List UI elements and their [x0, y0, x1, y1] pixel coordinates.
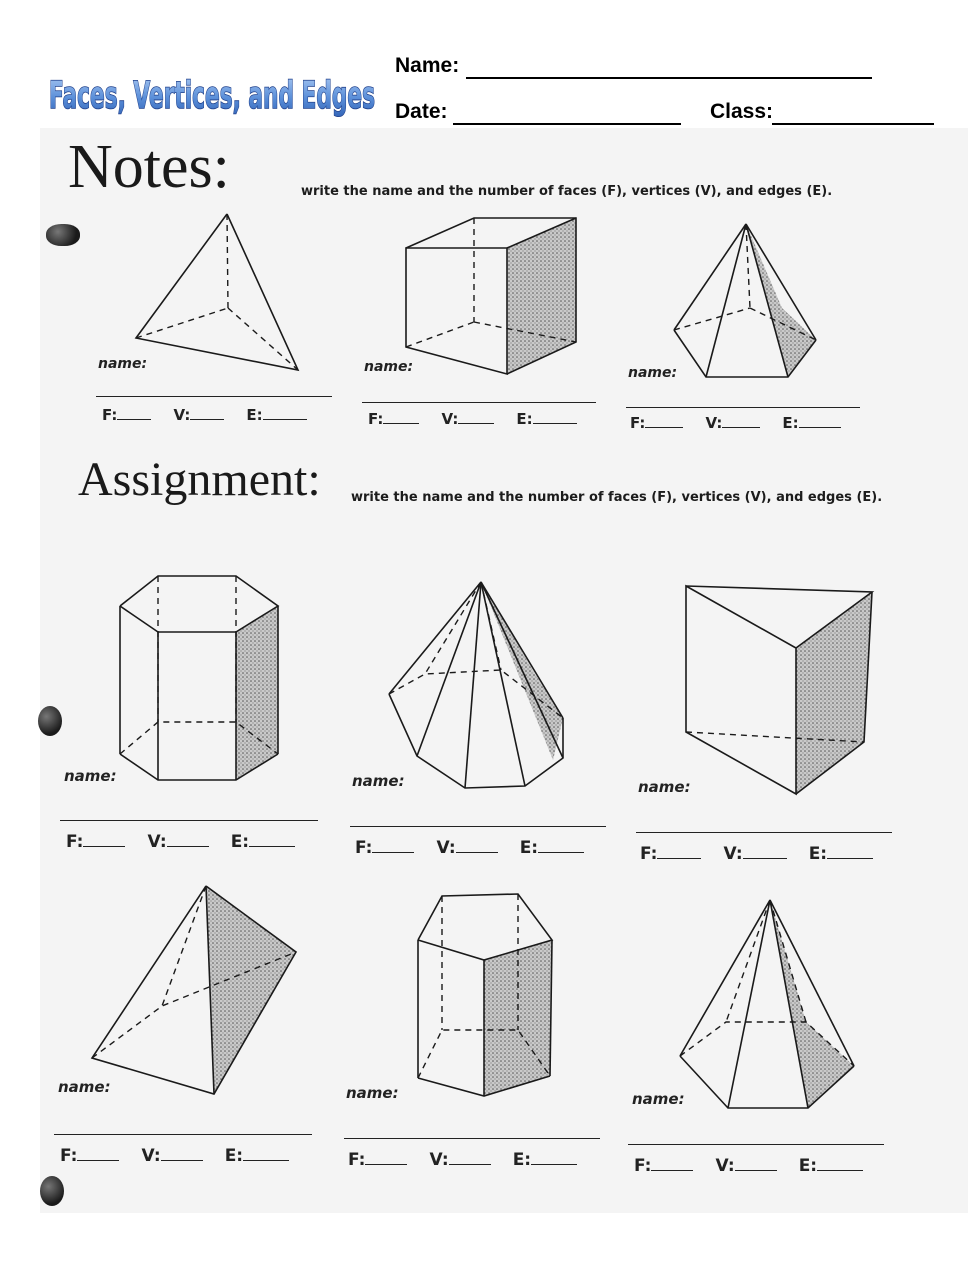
class-field[interactable]: [772, 123, 934, 125]
faces-label: F:: [630, 414, 646, 432]
title-text: Faces, Vertices, and Edges: [49, 74, 375, 117]
faces-blank[interactable]: [83, 844, 125, 847]
name-label: name:: [58, 1078, 111, 1096]
vertices-label: V:: [723, 844, 743, 864]
faces-label: F:: [66, 832, 84, 852]
edges-blank[interactable]: [533, 421, 577, 424]
vertices-label: V:: [141, 1146, 161, 1166]
edges-label: E:: [512, 1150, 532, 1170]
name-label: name:: [98, 356, 148, 372]
triangular-pyramid-figure: [130, 208, 310, 378]
name-answer-line[interactable]: [344, 1138, 600, 1139]
binder-hole-icon: [46, 224, 80, 246]
faces-label: F:: [102, 406, 118, 424]
vertices-label: V:: [436, 838, 456, 858]
name-field[interactable]: [466, 77, 872, 79]
faces-label: F:: [634, 1156, 652, 1176]
hexagonal-pyramid-figure: [676, 896, 861, 1111]
triangular-prism-figure: [680, 582, 880, 802]
vertices-label: V:: [715, 1156, 735, 1176]
name-label: name:: [346, 1084, 399, 1102]
vertices-label: V:: [147, 832, 167, 852]
square-pyramid-figure: [88, 882, 303, 1097]
vertices-label: V:: [429, 1150, 449, 1170]
fve-answer-row: [66, 832, 317, 852]
edges-blank[interactable]: [827, 856, 873, 859]
edges-label: E:: [224, 1146, 244, 1166]
heptagonal-pyramid-figure: [385, 578, 570, 793]
name-label: name:: [628, 365, 678, 381]
faces-blank[interactable]: [372, 850, 414, 853]
edges-label: E:: [808, 844, 828, 864]
name-answer-line[interactable]: [60, 820, 318, 821]
name-answer-line[interactable]: [626, 407, 860, 408]
name-answer-line[interactable]: [96, 396, 332, 397]
faces-blank[interactable]: [365, 1162, 407, 1165]
edges-label: E:: [798, 1156, 818, 1176]
edges-blank[interactable]: [531, 1162, 577, 1165]
vertices-label: V:: [705, 414, 723, 432]
edges-blank[interactable]: [538, 850, 584, 853]
edges-blank[interactable]: [817, 1168, 863, 1171]
name-answer-line[interactable]: [628, 1144, 884, 1145]
binder-hole-icon: [38, 706, 62, 736]
faces-blank[interactable]: [383, 421, 419, 424]
fve-answer-row: [102, 406, 329, 424]
vertices-blank[interactable]: [456, 850, 498, 853]
vertices-blank[interactable]: [167, 844, 209, 847]
vertices-label: V:: [441, 410, 459, 428]
fve-answer-row: [630, 414, 863, 432]
edges-label: E:: [782, 414, 799, 432]
edges-blank[interactable]: [243, 1158, 289, 1161]
vertices-blank[interactable]: [449, 1162, 491, 1165]
faces-blank[interactable]: [77, 1158, 119, 1161]
vertices-blank[interactable]: [190, 417, 224, 420]
name-answer-line[interactable]: [636, 832, 892, 833]
notes-heading: Notes:: [68, 133, 230, 201]
edges-label: E:: [519, 838, 539, 858]
fve-answer-row: [348, 1150, 599, 1170]
vertices-blank[interactable]: [743, 856, 787, 859]
rectangular-prism-figure: [400, 212, 580, 382]
name-answer-line[interactable]: [54, 1134, 312, 1135]
binder-hole-icon: [40, 1176, 64, 1206]
vertices-blank[interactable]: [458, 421, 494, 424]
faces-label: F:: [60, 1146, 78, 1166]
date-label: Date:: [395, 100, 448, 123]
name-label: name:: [364, 359, 414, 375]
fve-answer-row: [634, 1156, 885, 1176]
faces-label: F:: [368, 410, 384, 428]
faces-blank[interactable]: [651, 1168, 693, 1171]
fve-answer-row: [368, 410, 599, 428]
name-label: name:: [638, 778, 691, 796]
name-label: name:: [632, 1090, 685, 1108]
edges-label: E:: [246, 406, 263, 424]
edges-label: E:: [516, 410, 533, 428]
edges-label: E:: [230, 832, 250, 852]
class-label: Class:: [710, 100, 774, 123]
fve-answer-row: [640, 844, 895, 864]
vertices-blank[interactable]: [722, 425, 760, 428]
edges-blank[interactable]: [249, 844, 295, 847]
vertices-blank[interactable]: [735, 1168, 777, 1171]
faces-label: F:: [640, 844, 658, 864]
fve-answer-row: [355, 838, 606, 858]
vertices-label: V:: [173, 406, 191, 424]
assignment-instructions: write the name and the number of faces (F), vertices (V), and edges (E).: [351, 490, 883, 505]
vertices-blank[interactable]: [161, 1158, 203, 1161]
notes-instructions: write the name and the number of faces (F), vertices (V), and edges (E).: [301, 184, 833, 199]
hexagonal-prism-figure: [110, 572, 290, 787]
name-label: Name:: [395, 54, 460, 77]
faces-blank[interactable]: [645, 425, 683, 428]
worksheet-title: [44, 56, 380, 126]
name-label: name:: [352, 772, 405, 790]
edges-blank[interactable]: [263, 417, 307, 420]
faces-blank[interactable]: [117, 417, 151, 420]
name-answer-line[interactable]: [362, 402, 596, 403]
faces-label: F:: [355, 838, 373, 858]
name-answer-line[interactable]: [350, 826, 606, 827]
edges-blank[interactable]: [799, 425, 841, 428]
pentagonal-pyramid-figure: [670, 220, 830, 385]
date-field[interactable]: [453, 123, 681, 125]
assignment-heading: Assignment:: [78, 453, 321, 506]
faces-blank[interactable]: [657, 856, 701, 859]
name-label: name:: [64, 767, 117, 785]
faces-label: F:: [348, 1150, 366, 1170]
pentagonal-prism-figure: [412, 888, 557, 1100]
fve-answer-row: [60, 1146, 311, 1166]
